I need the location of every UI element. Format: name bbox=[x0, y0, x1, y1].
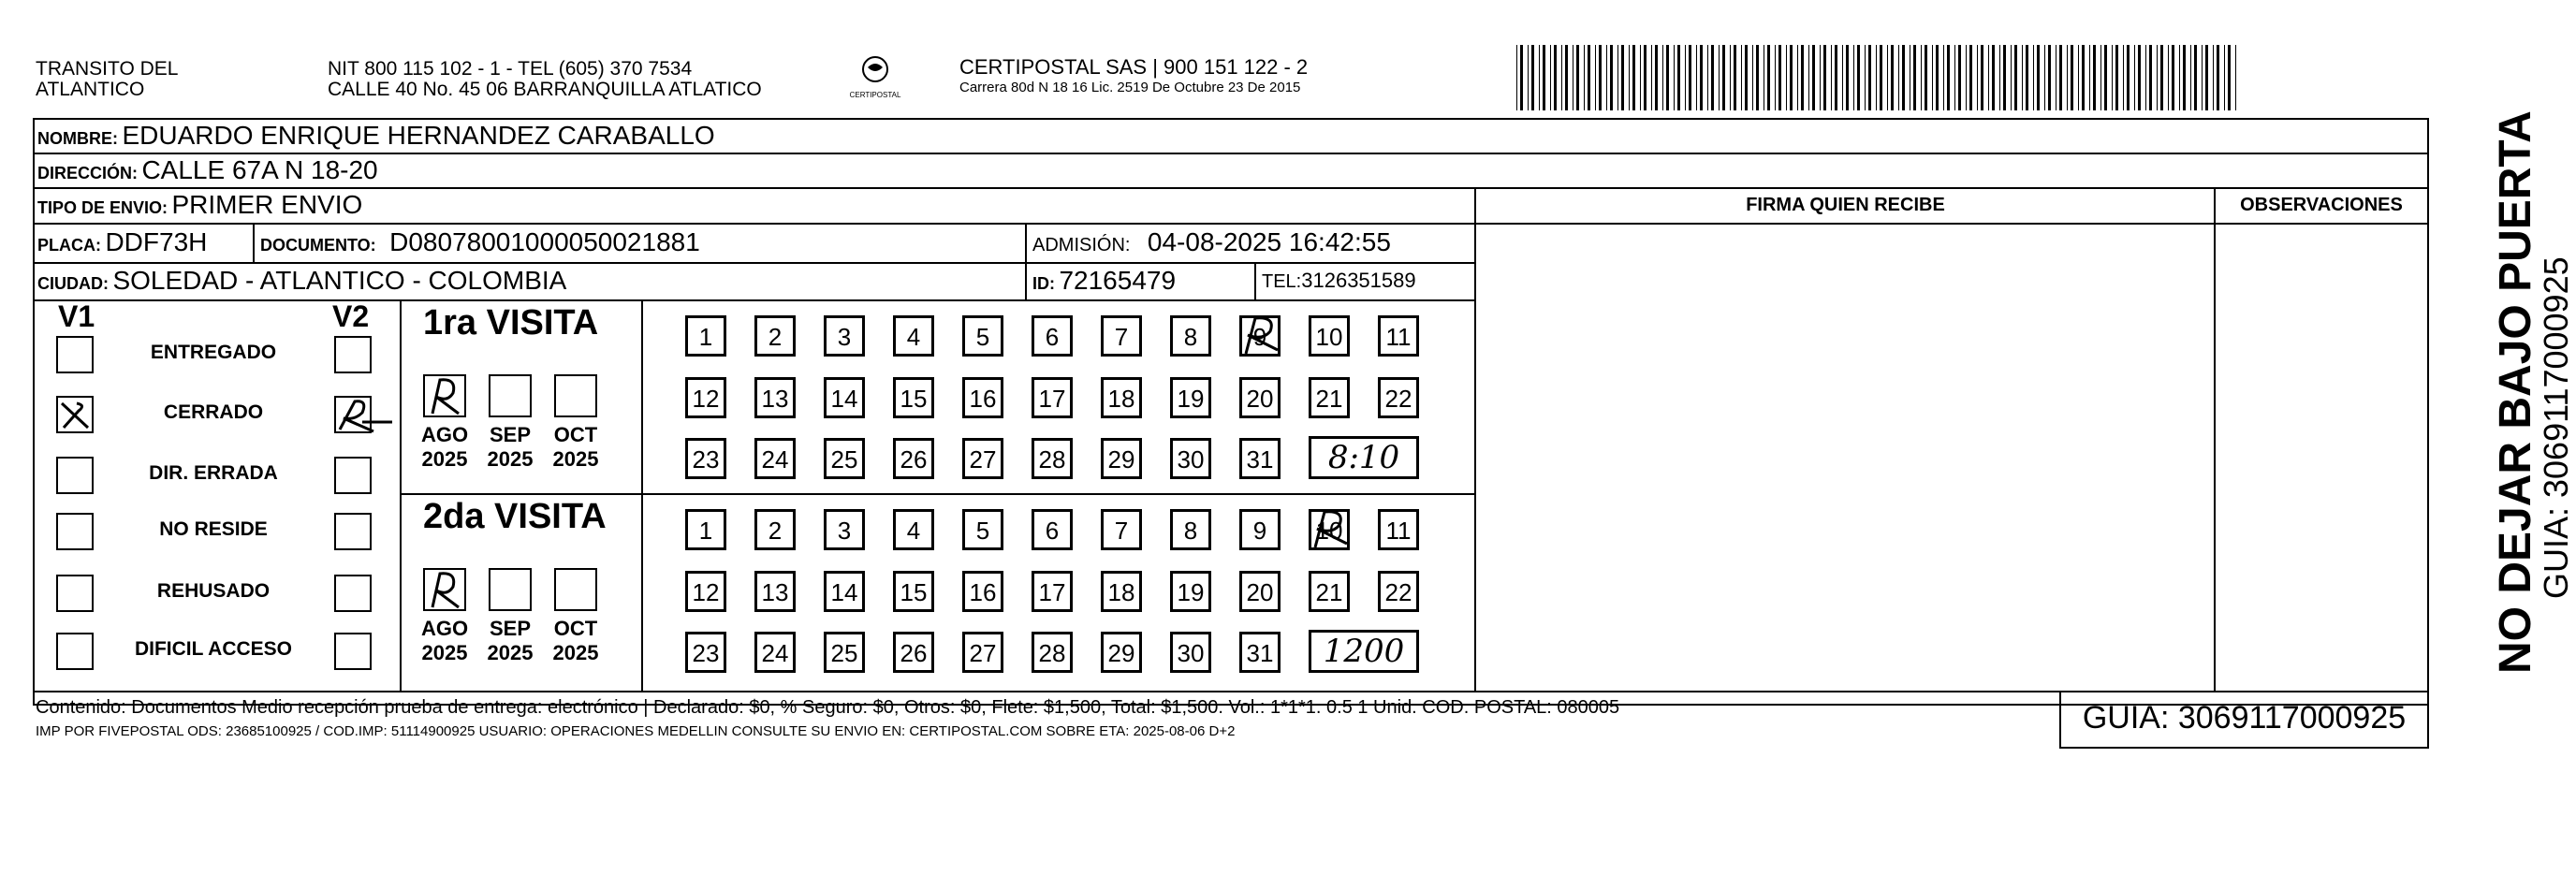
day-box-1-30[interactable]: 30 bbox=[1170, 438, 1211, 479]
barcode-bar bbox=[1921, 45, 1922, 110]
visit-time-1[interactable]: 8:10 bbox=[1309, 436, 1419, 479]
barcode-bar bbox=[1599, 45, 1602, 110]
day-box-1-4[interactable]: 4 bbox=[893, 315, 934, 357]
sender-name: TRANSITO DEL ATLANTICO bbox=[36, 58, 179, 100]
barcode-bar bbox=[1880, 45, 1882, 110]
day-box-2-13[interactable]: 13 bbox=[754, 571, 796, 612]
day-box-1-31[interactable]: 31 bbox=[1239, 438, 1281, 479]
day-box-1-23[interactable]: 23 bbox=[685, 438, 726, 479]
barcode-bar bbox=[2044, 45, 2045, 110]
barcode-bar bbox=[1756, 45, 1759, 110]
sender-info: NIT 800 115 102 - 1 - TEL (605) 370 7534 CALLE 40 No. 45 06 BARRANQUILLA ATLATICO bbox=[328, 58, 762, 100]
barcode-bar bbox=[2145, 45, 2146, 110]
barcode-bar bbox=[1655, 45, 1658, 110]
day-mark-icon bbox=[1238, 313, 1285, 359]
barcode-bar bbox=[1954, 45, 1955, 110]
barcode-bar bbox=[1966, 45, 1967, 110]
visit-title-1: 1ra VISITA bbox=[423, 303, 599, 342]
barcode-bar bbox=[1651, 45, 1652, 110]
barcode-bar bbox=[1992, 45, 1995, 110]
barcode-bar bbox=[1790, 45, 1793, 110]
day-box-2-23[interactable]: 23 bbox=[685, 632, 726, 673]
barcode-bar bbox=[1842, 45, 1843, 110]
barcode-bar bbox=[1865, 45, 1866, 110]
v1-checkbox-2[interactable] bbox=[56, 457, 94, 494]
barcode-bar bbox=[1719, 45, 1720, 110]
v2-checkbox-0[interactable] bbox=[334, 336, 372, 373]
barcode-bar bbox=[2202, 45, 2203, 110]
day-box-1-19[interactable]: 19 bbox=[1170, 377, 1211, 418]
day-box-2-12[interactable]: 12 bbox=[685, 571, 726, 612]
barcode-bar bbox=[1576, 45, 1579, 110]
barcode-bar bbox=[2149, 45, 2152, 110]
barcode-bar bbox=[1629, 45, 1630, 110]
barcode bbox=[1516, 45, 2242, 110]
barcode-bar bbox=[1640, 45, 1641, 110]
day-box-2-19[interactable]: 19 bbox=[1170, 571, 1211, 612]
barcode-bar bbox=[1741, 45, 1742, 110]
barcode-bar bbox=[2048, 45, 2051, 110]
month-label: AGO 2025 bbox=[420, 617, 469, 664]
day-box-2-7[interactable]: 7 bbox=[1101, 509, 1142, 550]
barcode-bar bbox=[1778, 45, 1781, 110]
barcode-bar bbox=[1632, 45, 1635, 110]
nombre-field: NOMBRE: EDUARDO ENRIQUE HERNANDEZ CARABALLO bbox=[37, 121, 715, 150]
barcode-bar bbox=[1797, 45, 1798, 110]
day-box-1-6[interactable]: 6 bbox=[1032, 315, 1073, 357]
barcode-bar bbox=[2022, 45, 2023, 110]
barcode-bar bbox=[1977, 45, 1978, 110]
barcode-bar bbox=[1820, 45, 1821, 110]
month-checkbox-1-2[interactable] bbox=[554, 374, 597, 417]
barcode-bar bbox=[1685, 45, 1686, 110]
v1-checkbox-3[interactable] bbox=[56, 513, 94, 550]
barcode-bar bbox=[2235, 45, 2236, 110]
barcode-bar bbox=[1969, 45, 1972, 110]
barcode-bar bbox=[1786, 45, 1787, 110]
barcode-bar bbox=[1543, 45, 1545, 110]
day-box-2-25[interactable]: 25 bbox=[824, 632, 865, 673]
day-box-2-9[interactable]: 9 bbox=[1239, 509, 1281, 550]
barcode-bar bbox=[2224, 45, 2225, 110]
day-box-2-17[interactable]: 17 bbox=[1032, 571, 1073, 612]
month-label: AGO 2025 bbox=[420, 423, 469, 471]
day-box-2-8[interactable]: 8 bbox=[1170, 509, 1211, 550]
barcode-bar bbox=[1617, 45, 1618, 110]
barcode-bar bbox=[1722, 45, 1725, 110]
month-label: SEP 2025 bbox=[487, 423, 534, 471]
barcode-bar bbox=[1958, 45, 1961, 110]
barcode-bar bbox=[2183, 45, 2186, 110]
month-checkbox-2-1[interactable] bbox=[489, 568, 532, 611]
barcode-bar bbox=[1925, 45, 1927, 110]
barcode-bar bbox=[1745, 45, 1748, 110]
v1-checkbox-1[interactable] bbox=[56, 396, 94, 433]
day-box-1-14[interactable]: 14 bbox=[824, 377, 865, 418]
barcode-bar bbox=[1666, 45, 1669, 110]
barcode-bar bbox=[1947, 45, 1950, 110]
barcode-bar bbox=[2160, 45, 2163, 110]
status-option-label: NO RESIDE bbox=[159, 518, 268, 540]
barcode-bar bbox=[1932, 45, 1933, 110]
barcode-bar bbox=[2168, 45, 2169, 110]
firma-header: FIRMA QUIEN RECIBE bbox=[1746, 195, 1945, 215]
barcode-bar bbox=[1621, 45, 1624, 110]
barcode-bar bbox=[1936, 45, 1939, 110]
barcode-bar bbox=[1595, 45, 1596, 110]
month-checkbox-1-0[interactable] bbox=[423, 374, 466, 417]
day-box-2-15[interactable]: 15 bbox=[893, 571, 934, 612]
barcode-bar bbox=[1531, 45, 1534, 110]
barcode-bar bbox=[2104, 45, 2107, 110]
day-box-1-28[interactable]: 28 bbox=[1032, 438, 1073, 479]
status-option-label: DIR. ERRADA bbox=[149, 462, 278, 484]
barcode-bar bbox=[1711, 45, 1714, 110]
day-box-2-18[interactable]: 18 bbox=[1101, 571, 1142, 612]
barcode-bar bbox=[1853, 45, 1854, 110]
v2-checkbox-3[interactable] bbox=[334, 513, 372, 550]
day-box-1-20[interactable]: 20 bbox=[1239, 377, 1281, 418]
company-info: CERTIPOSTAL SAS | 900 151 122 - 2 Carrera 80d N 18 16 Lic. 2519 De Octubre 23 De 2015 bbox=[959, 55, 1309, 95]
day-box-2-22[interactable]: 22 bbox=[1378, 571, 1419, 612]
barcode-bar bbox=[2026, 45, 2028, 110]
side-guia: GUIA: 3069117000925 bbox=[2537, 256, 2575, 599]
day-box-1-9[interactable]: 9 bbox=[1239, 315, 1281, 357]
barcode-bar bbox=[1801, 45, 1804, 110]
barcode-bar bbox=[1674, 45, 1675, 110]
barcode-bar bbox=[2123, 45, 2124, 110]
status-option-label: REHUSADO bbox=[156, 580, 271, 602]
day-box-2-27[interactable]: 27 bbox=[962, 632, 1003, 673]
guia-number: GUIA: 3069117000925 bbox=[2082, 700, 2407, 736]
barcode-bar bbox=[1887, 45, 1888, 110]
day-box-2-28[interactable]: 28 bbox=[1032, 632, 1073, 673]
status-option-label: DIFICIL ACCESO bbox=[134, 638, 292, 660]
day-box-1-13[interactable]: 13 bbox=[754, 377, 796, 418]
day-box-1-1[interactable]: 1 bbox=[685, 315, 726, 357]
day-box-2-6[interactable]: 6 bbox=[1032, 509, 1073, 550]
barcode-bar bbox=[1520, 45, 1523, 110]
barcode-bar bbox=[1565, 45, 1568, 110]
barcode-bar bbox=[1696, 45, 1697, 110]
day-box-1-11[interactable]: 11 bbox=[1378, 315, 1419, 357]
barcode-bar bbox=[1588, 45, 1590, 110]
day-box-2-30[interactable]: 30 bbox=[1170, 632, 1211, 673]
day-box-2-31[interactable]: 31 bbox=[1239, 632, 1281, 673]
barcode-bar bbox=[1898, 45, 1899, 110]
v1-checkbox-4[interactable] bbox=[56, 575, 94, 612]
day-box-2-10[interactable]: 10 bbox=[1309, 509, 1350, 550]
day-box-1-5[interactable]: 5 bbox=[962, 315, 1003, 357]
barcode-bar bbox=[1876, 45, 1877, 110]
day-box-2-14[interactable]: 14 bbox=[824, 571, 865, 612]
day-box-1-15[interactable]: 15 bbox=[893, 377, 934, 418]
v1-checkbox-0[interactable] bbox=[56, 336, 94, 373]
v2-checkbox-5[interactable] bbox=[334, 633, 372, 670]
barcode-bar bbox=[2003, 45, 2006, 110]
barcode-bar bbox=[2190, 45, 2191, 110]
barcode-bar bbox=[2067, 45, 2068, 110]
footer-contents: Contenido: Documentos Medio recepción prueba de entrega: electrónico | Declarado: $0, % Seguro: $0, Otros: $0, Flete: $1,500, Total: $1,500. Vol.: 1*1*1. 0.5 1 Unid. COD. POSTAL: 080005 bbox=[36, 697, 1620, 718]
barcode-bar bbox=[1891, 45, 1894, 110]
barcode-bar bbox=[1943, 45, 1944, 110]
day-box-1-26[interactable]: 26 bbox=[893, 438, 934, 479]
barcode-bar bbox=[1988, 45, 1989, 110]
v2-label: V2 bbox=[332, 299, 370, 333]
barcode-bar bbox=[1823, 45, 1826, 110]
month-checkbox-1-1[interactable] bbox=[489, 374, 532, 417]
barcode-bar bbox=[1902, 45, 1905, 110]
month-label: OCT 2025 bbox=[552, 423, 599, 471]
barcode-bar bbox=[1550, 45, 1551, 110]
day-box-2-29[interactable]: 29 bbox=[1101, 632, 1142, 673]
barcode-bar bbox=[1516, 45, 1517, 110]
barcode-bar bbox=[2228, 45, 2231, 110]
barcode-bar bbox=[1700, 45, 1703, 110]
barcode-bar bbox=[1868, 45, 1871, 110]
day-box-2-26[interactable]: 26 bbox=[893, 632, 934, 673]
v2-checkbox-1[interactable] bbox=[334, 396, 372, 433]
month-label: SEP 2025 bbox=[487, 617, 534, 664]
tipo-envio-field: TIPO DE ENVIO: PRIMER ENVIO bbox=[37, 190, 363, 219]
day-box-1-16[interactable]: 16 bbox=[962, 377, 1003, 418]
barcode-bar bbox=[2112, 45, 2113, 110]
admision-field: ADMISIÓN: 04-08-2025 16:42:55 bbox=[1032, 227, 1391, 256]
barcode-bar bbox=[2134, 45, 2135, 110]
v2-checkbox-2[interactable] bbox=[334, 457, 372, 494]
barcode-bar bbox=[1981, 45, 1983, 110]
barcode-bar bbox=[1913, 45, 1916, 110]
barcode-bar bbox=[1846, 45, 1849, 110]
barcode-bar bbox=[1857, 45, 1860, 110]
day-box-1-21[interactable]: 21 bbox=[1309, 377, 1350, 418]
barcode-bar bbox=[1539, 45, 1540, 110]
barcode-bar bbox=[1835, 45, 1837, 110]
barcode-bar bbox=[2082, 45, 2085, 110]
barcode-bar bbox=[2089, 45, 2090, 110]
day-box-2-16[interactable]: 16 bbox=[962, 571, 1003, 612]
day-box-1-18[interactable]: 18 bbox=[1101, 377, 1142, 418]
barcode-bar bbox=[2093, 45, 2096, 110]
status-option-label: ENTREGADO bbox=[150, 342, 277, 363]
barcode-bar bbox=[2011, 45, 2012, 110]
day-box-1-12[interactable]: 12 bbox=[685, 377, 726, 418]
barcode-bar bbox=[1677, 45, 1680, 110]
day-box-2-4[interactable]: 4 bbox=[893, 509, 934, 550]
day-box-1-27[interactable]: 27 bbox=[962, 438, 1003, 479]
visit-title-2: 2da VISITA bbox=[423, 497, 607, 536]
day-box-1-17[interactable]: 17 bbox=[1032, 377, 1073, 418]
day-box-1-7[interactable]: 7 bbox=[1101, 315, 1142, 357]
barcode-bar bbox=[1561, 45, 1562, 110]
day-box-2-5[interactable]: 5 bbox=[962, 509, 1003, 550]
day-box-2-21[interactable]: 21 bbox=[1309, 571, 1350, 612]
month-checkbox-2-2[interactable] bbox=[554, 568, 597, 611]
visit-time-2[interactable]: 1200 bbox=[1309, 630, 1419, 673]
barcode-bar bbox=[1662, 45, 1663, 110]
v2-checkbox-4[interactable] bbox=[334, 575, 372, 612]
barcode-bar bbox=[2059, 45, 2062, 110]
barcode-bar bbox=[2205, 45, 2208, 110]
observaciones-header: OBSERVACIONES bbox=[2240, 195, 2403, 215]
barcode-bar bbox=[2115, 45, 2118, 110]
day-box-1-3[interactable]: 3 bbox=[824, 315, 865, 357]
no-dejar-bajo-puerta: NO DEJAR BAJO PUERTA bbox=[2491, 110, 2540, 674]
footer-imp: IMP POR FIVEPOSTAL ODS: 23685100925 / COD.IMP: 51114900925 USUARIO: OPERACIONES MEDELLIN CONSULTE SU ENVIO EN: CERTIPOSTAL.COM SOBRE ETA: 2025-08-06 D+2 bbox=[36, 723, 1236, 739]
barcode-bar bbox=[2172, 45, 2174, 110]
barcode-bar bbox=[2194, 45, 2197, 110]
day-box-2-20[interactable]: 20 bbox=[1239, 571, 1281, 612]
day-box-1-2[interactable]: 2 bbox=[754, 315, 796, 357]
barcode-bar bbox=[1606, 45, 1607, 110]
barcode-bar bbox=[1734, 45, 1736, 110]
day-box-1-25[interactable]: 25 bbox=[824, 438, 865, 479]
barcode-bar bbox=[2127, 45, 2130, 110]
barcode-bar bbox=[1554, 45, 1557, 110]
day-box-1-24[interactable]: 24 bbox=[754, 438, 796, 479]
month-label: OCT 2025 bbox=[552, 617, 599, 664]
barcode-bar bbox=[1689, 45, 1691, 110]
barcode-bar bbox=[1584, 45, 1585, 110]
tel-field: TEL:3126351589 bbox=[1262, 269, 1416, 292]
barcode-bar bbox=[1999, 45, 2000, 110]
day-box-2-3[interactable]: 3 bbox=[824, 509, 865, 550]
barcode-bar bbox=[2217, 45, 2219, 110]
barcode-bar bbox=[2138, 45, 2141, 110]
day-box-2-24[interactable]: 24 bbox=[754, 632, 796, 673]
day-mark-icon bbox=[1308, 506, 1354, 553]
month-checkbox-2-0[interactable] bbox=[423, 568, 466, 611]
placa-field: PLACA: DDF73H bbox=[37, 227, 208, 256]
barcode-bar bbox=[2078, 45, 2079, 110]
barcode-bar bbox=[2213, 45, 2214, 110]
barcode-bar bbox=[1767, 45, 1770, 110]
v1-checkbox-5[interactable] bbox=[56, 633, 94, 670]
svg-text:CERTIPOSTAL: CERTIPOSTAL bbox=[849, 91, 901, 99]
id-field: ID: 72165479 bbox=[1032, 266, 1177, 295]
certipostal-logo bbox=[847, 54, 903, 101]
v1-label: V1 bbox=[58, 299, 95, 333]
day-box-1-8[interactable]: 8 bbox=[1170, 315, 1211, 357]
day-box-1-22[interactable]: 22 bbox=[1378, 377, 1419, 418]
day-box-2-2[interactable]: 2 bbox=[754, 509, 796, 550]
barcode-bar bbox=[2037, 45, 2040, 110]
documento-field: DOCUMENTO: D08078001000050021881 bbox=[260, 227, 700, 256]
barcode-bar bbox=[1707, 45, 1708, 110]
ciudad-field: CIUDAD: SOLEDAD - ATLANTICO - COLOMBIA bbox=[37, 266, 567, 295]
status-option-label: CERRADO bbox=[163, 401, 264, 423]
day-box-1-29[interactable]: 29 bbox=[1101, 438, 1142, 479]
barcode-bar bbox=[1831, 45, 1832, 110]
barcode-bar bbox=[2071, 45, 2073, 110]
side-label bbox=[2434, 110, 2575, 674]
barcode-bar bbox=[1644, 45, 1647, 110]
day-box-2-11[interactable]: 11 bbox=[1378, 509, 1419, 550]
barcode-bar bbox=[2179, 45, 2180, 110]
barcode-bar bbox=[2157, 45, 2158, 110]
barcode-bar bbox=[1808, 45, 1809, 110]
barcode-bar bbox=[1528, 45, 1529, 110]
barcode-bar bbox=[2100, 45, 2101, 110]
barcode-bar bbox=[2033, 45, 2034, 110]
day-box-2-1[interactable]: 1 bbox=[685, 509, 726, 550]
barcode-bar bbox=[1730, 45, 1731, 110]
barcode-bar bbox=[1775, 45, 1776, 110]
direccion-field: DIRECCIÓN: CALLE 67A N 18-20 bbox=[37, 155, 378, 184]
barcode-bar bbox=[1812, 45, 1815, 110]
barcode-bar bbox=[1610, 45, 1613, 110]
barcode-bar bbox=[1752, 45, 1753, 110]
barcode-bar bbox=[2014, 45, 2017, 110]
day-box-1-10[interactable]: 10 bbox=[1309, 315, 1350, 357]
